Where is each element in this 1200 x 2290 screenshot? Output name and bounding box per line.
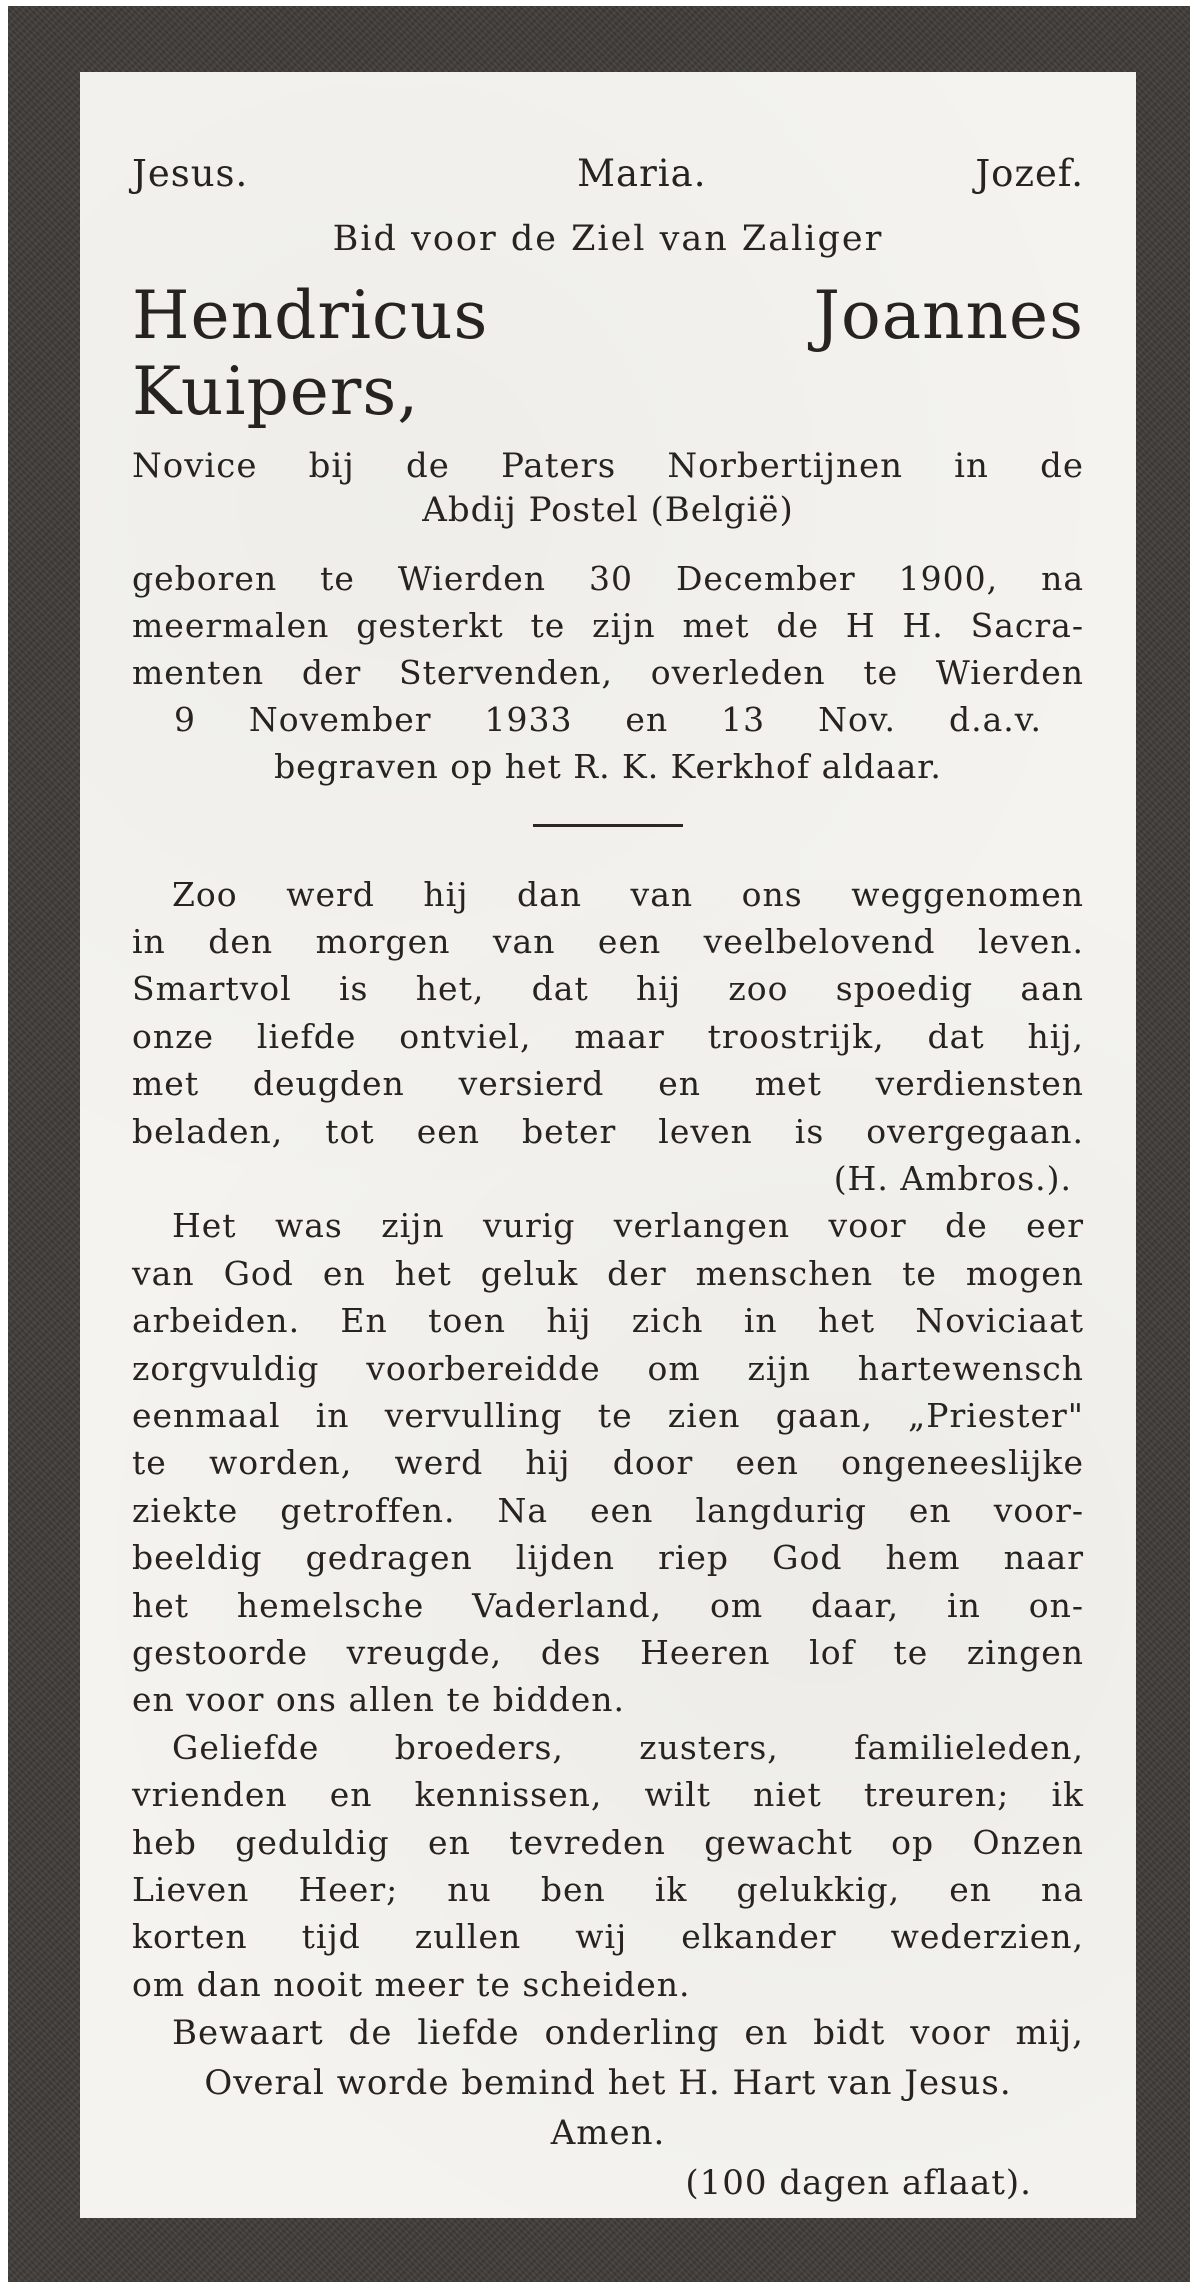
paragraph-3-line: korten tijd zullen wij elkander wederzien, bbox=[132, 1917, 1084, 1957]
paragraph-2-line: gestoorde vreugde, des Heeren lof te zingen bbox=[132, 1633, 1084, 1673]
bio-line: begraven op het R. K. Kerkhof aldaar. bbox=[274, 746, 942, 786]
paragraph-2-line: eenmaal in vervulling te zien gaan, „Priester" bbox=[132, 1396, 1084, 1436]
title-line-1: Novice bij de Paters Norbertijnen in de bbox=[132, 446, 1084, 487]
paragraph-2 bbox=[132, 1202, 1084, 1723]
bio-line: geboren te Wierden 30 December 1900, na bbox=[132, 558, 1084, 598]
prayer-line: Bid voor de Ziel van Zaliger bbox=[332, 219, 884, 260]
paragraph-2-line: beeldig gedragen lijden riep God hem naar bbox=[132, 1538, 1084, 1578]
paragraph-3-line: Geliefde broeders, zusters, familieleden, bbox=[172, 1727, 1084, 1767]
paragraph-1-line: onze liefde ontviel, maar troostrijk, dat hij, bbox=[132, 1016, 1084, 1056]
paragraph-2-line: arbeiden. En toen hij zich in het Noviciaat bbox=[132, 1301, 1084, 1341]
header-jesus: Jesus. bbox=[132, 152, 249, 195]
paragraph-3-line: om dan nooit meer te scheiden. bbox=[132, 1964, 691, 2004]
memorial-card-paper bbox=[80, 72, 1136, 2218]
paragraph-2-line: en voor ons allen te bidden. bbox=[132, 1680, 625, 1720]
paragraph-2-line: te worden, werd hij door een ongeneeslijke bbox=[132, 1443, 1084, 1483]
bio-line: menten der Stervenden, overleden te Wierden bbox=[132, 652, 1084, 692]
title-line-2: Abdij Postel (België) bbox=[422, 490, 794, 531]
paragraph-1 bbox=[132, 871, 1084, 1203]
paragraph-3 bbox=[132, 1724, 1084, 2008]
paragraph-3-line: vrienden en kennissen, wilt niet treuren; ik bbox=[132, 1775, 1084, 1815]
paragraph-2-line: ziekte getroffen. Na een langdurig en voor- bbox=[132, 1490, 1084, 1530]
amen-line: Amen. bbox=[550, 2113, 666, 2154]
closing-block bbox=[132, 2008, 1084, 2208]
paragraph-1-attribution: (H. Ambros.). bbox=[833, 1158, 1072, 1198]
paragraph-2-line: het hemelsche Vaderland, om daar, in on- bbox=[132, 1585, 1084, 1625]
memorial-card-frame bbox=[8, 6, 1190, 2282]
paragraph-2-line: Het was zijn vurig verlangen voor de eer bbox=[172, 1206, 1084, 1246]
paragraph-1-line: Zoo werd hij dan van ons weggenomen bbox=[172, 874, 1084, 914]
paragraph-1-line: beladen, tot een beter leven is overgegaan. bbox=[132, 1111, 1084, 1151]
paragraph-1-line: in den morgen van een veelbelovend leven. bbox=[132, 921, 1084, 961]
paragraph-2-line: zorgvuldig voorbereidde om zijn hartewensch bbox=[132, 1348, 1084, 1388]
indulgence-line: (100 dagen aflaat). bbox=[685, 2163, 1032, 2204]
paragraph-2-line: van God en het geluk der menschen te mogen bbox=[132, 1253, 1084, 1293]
biography-block bbox=[132, 555, 1084, 790]
bio-line: 9 November 1933 en 13 Nov. d.a.v. bbox=[174, 699, 1042, 739]
section-divider bbox=[533, 824, 683, 827]
header-names bbox=[132, 152, 1084, 196]
paragraph-1-line: Smartvol is het, dat hij zoo spoedig aan bbox=[132, 969, 1084, 1009]
paragraph-3-line: Lieven Heer; nu ben ik gelukkig, en na bbox=[132, 1870, 1084, 1910]
paragraph-3-line: heb geduldig en tevreden gewacht op Onzen bbox=[132, 1822, 1084, 1862]
paragraph-1-line: met deugden versierd en met verdiensten bbox=[132, 1064, 1084, 1104]
header-jozef: Jozef. bbox=[975, 152, 1084, 195]
bio-line: meermalen gesterkt te zijn met de H H. Sacra- bbox=[132, 605, 1084, 645]
deceased-name: Hendricus Joannes Kuipers, bbox=[132, 277, 1084, 431]
header-maria: Maria. bbox=[577, 152, 707, 195]
closing-line-1: Bewaart de liefde onderling en bidt voor mij, bbox=[172, 2013, 1084, 2054]
closing-line-2: Overal worde bemind het H. Hart van Jesus. bbox=[204, 2063, 1012, 2104]
